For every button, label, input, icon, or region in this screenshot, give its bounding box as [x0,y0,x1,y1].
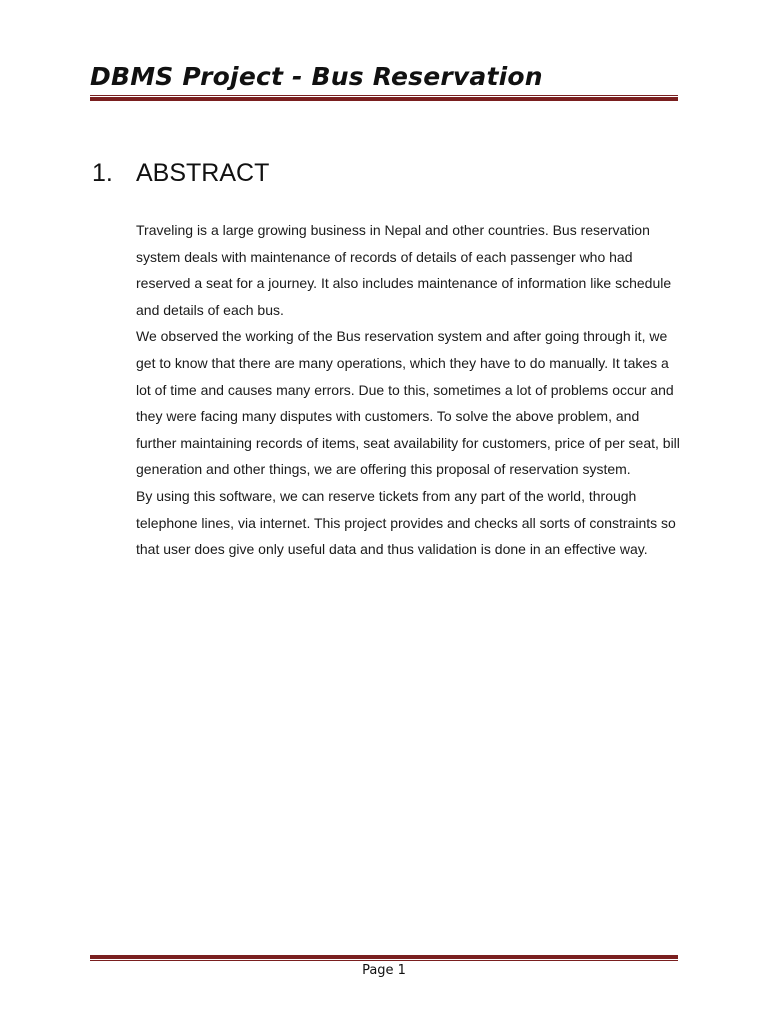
footer-rule [90,955,678,962]
header-rule [90,95,678,102]
paragraph-1: Traveling is a large growing business in Nepal and other countries. Bus reservation system deals with maintenance of records of details of each passenger who had reserved a seat for a journey. It also includes maintenance of information like schedule and details of each bus. [136,222,672,318]
section-number: 1. [92,159,113,187]
page-number: Page 1 [362,963,406,978]
page-header [90,58,678,96]
document-title: DBMS Project - Bus Reservation [90,62,543,91]
section-heading [92,156,269,190]
paragraph-2: We observed the working of the Bus reservation system and after going through it, we get to know that there are many operations, which they have to do manually. It takes a lot of time and causes many errors. Due to this, sometimes a lot of problems occur and they were facing many disputes with customers. To solve the above problem, and further maintaining records of items, seat availability for customers, price of per seat, bill generation and other things, we are offering this proposal of reservation system. [136,328,680,478]
paragraph-3: By using this software, we can reserve tickets from any part of the world, through telephone lines, via internet. This project provides and checks all sorts of constraints so that user does give only useful data and thus validation is done in an effective way. [136,487,676,558]
section-title: ABSTRACT [136,159,270,187]
abstract-body [136,217,681,563]
